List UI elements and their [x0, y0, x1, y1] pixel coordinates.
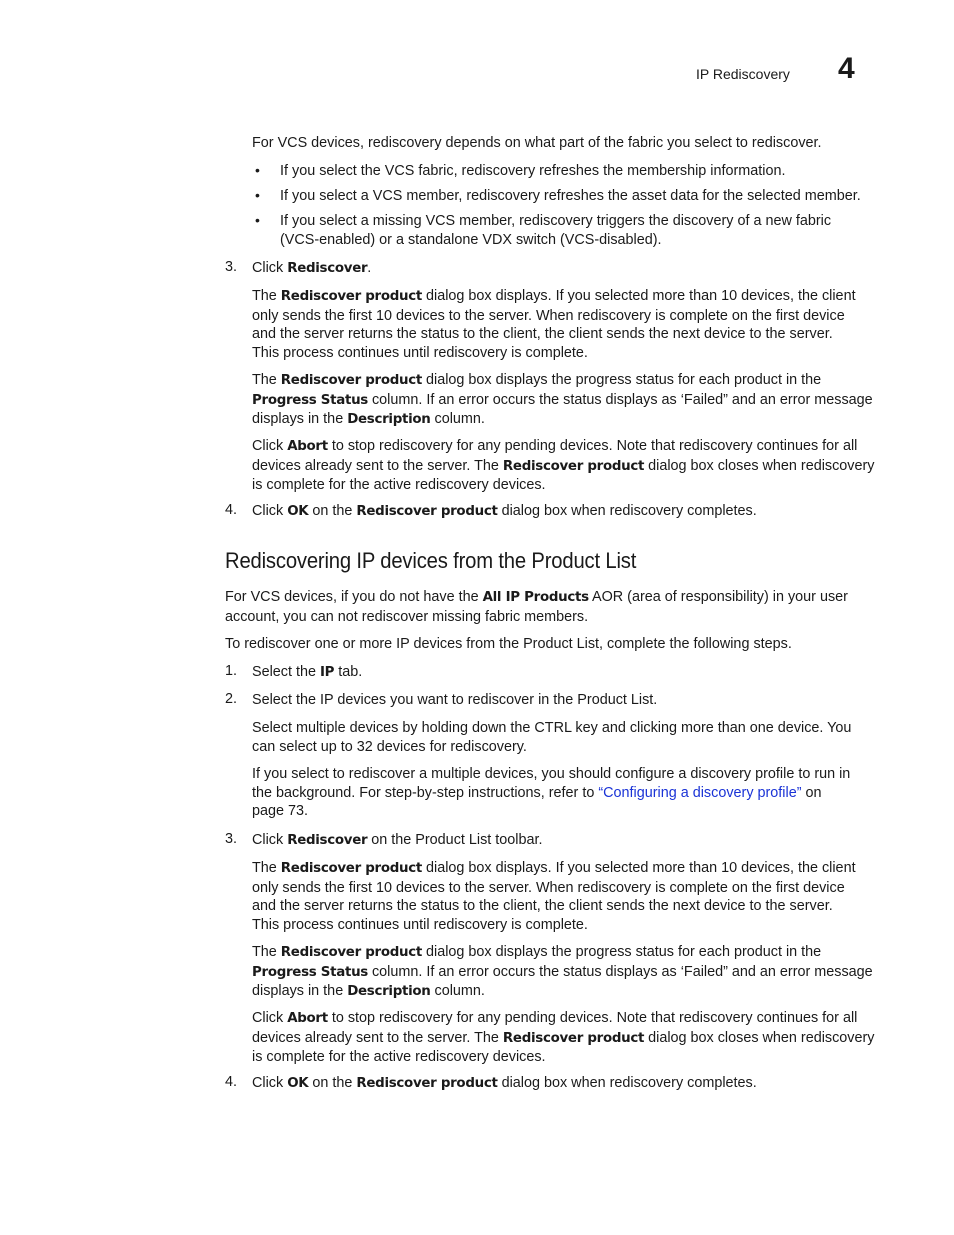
step-number: 3. — [225, 259, 238, 275]
step-4-text: Click OK on the Rediscover product dialog box when rediscovery completes. — [252, 1075, 757, 1091]
section-heading: Rediscovering IP devices from the Product List — [225, 548, 637, 573]
bullet-item: If you select a missing VCS member, rediscovery triggers the discovery of a new fabric — [280, 213, 832, 229]
rediscover-dialog-paragraph: The Rediscover product dialog box displays. If you selected more than 10 devices, the client only sends the first 10 devices to the server. When rediscovery is complete on the first device and the server returns the status to the client, the client sends the next device to the server. This process continues until rediscovery is complete. — [252, 288, 856, 362]
bullet-icon: • — [255, 187, 260, 203]
step-2-text: Select the IP devices you want to rediscover in the Product List. — [252, 692, 658, 708]
step-number: 4. — [225, 502, 238, 518]
step-number: 2. — [225, 691, 238, 707]
chapter-number: 4 — [838, 52, 855, 85]
multi-select-paragraph: Select multiple devices by holding down the CTRL key and clicking more than one device. You can select up to 32 devices for rediscovery. — [252, 720, 852, 755]
step-3-text: Click Rediscover on the Product List toolbar. — [252, 832, 543, 848]
step-3-text: Click Rediscover. — [252, 260, 372, 276]
running-header-section: IP Rediscovery — [696, 66, 790, 82]
vcs-intro-paragraph: For VCS devices, rediscovery depends on what part of the fabric you select to rediscover. — [252, 135, 822, 151]
configuring-discovery-profile-link[interactable]: “Configuring a discovery profile” — [598, 784, 802, 801]
progress-status-paragraph: The Rediscover product dialog box displays the progress status for each product in the Progress Status column. If an error occurs the status displays as ‘Failed” and an error message displays in the Description column. — [252, 944, 873, 1000]
step-4-text: Click OK on the Rediscover product dialog box when rediscovery completes. — [252, 503, 757, 519]
bullet-item-continued: (VCS-enabled) or a standalone VDX switch (VCS-disabled). — [280, 232, 662, 248]
bullet-icon: • — [255, 212, 260, 228]
abort-paragraph: Click Abort to stop rediscovery for any pending devices. Note that rediscovery continues for all devices already sent to the server. The Rediscover product dialog box closes when rediscovery is complete for the active rediscovery devices. — [252, 1010, 875, 1066]
bullet-item: If you select a VCS member, rediscovery refreshes the asset data for the selected member. — [280, 188, 861, 204]
step-number: 4. — [225, 1074, 238, 1090]
section-intro-paragraph: For VCS devices, if you do not have the All IP Products AOR (area of responsibility) in your user account, you can not rediscover missing fabric members. — [225, 589, 848, 625]
step-number: 3. — [225, 831, 238, 847]
bullet-item: If you select the VCS fabric, rediscovery refreshes the membership information. — [280, 163, 786, 179]
progress-status-paragraph: The Rediscover product dialog box displays the progress status for each product in the Progress Status column. If an error occurs the status displays as ‘Failed” and an error message displays in the Description column. — [252, 372, 873, 428]
step-number: 1. — [225, 663, 238, 679]
discovery-profile-paragraph: If you select to rediscover a multiple devices, you should configure a discovery profile to run in the background. For step-by-step instructions, refer to “Configuring a discovery profile” on page 73. — [252, 766, 851, 820]
rediscover-dialog-paragraph: The Rediscover product dialog box displays. If you selected more than 10 devices, the client only sends the first 10 devices to the server. When rediscovery is complete on the first device and the server returns the status to the client, the client sends the next device to the server. This process continues until rediscovery is complete. — [252, 860, 856, 934]
bullet-icon: • — [255, 162, 260, 178]
abort-paragraph: Click Abort to stop rediscovery for any pending devices. Note that rediscovery continues for all devices already sent to the server. The Rediscover product dialog box closes when rediscovery is complete for the active rediscovery devices. — [252, 438, 875, 494]
section-steps-intro: To rediscover one or more IP devices from the Product List, complete the following steps. — [225, 636, 792, 652]
step-1-text: Select the IP tab. — [252, 664, 363, 680]
